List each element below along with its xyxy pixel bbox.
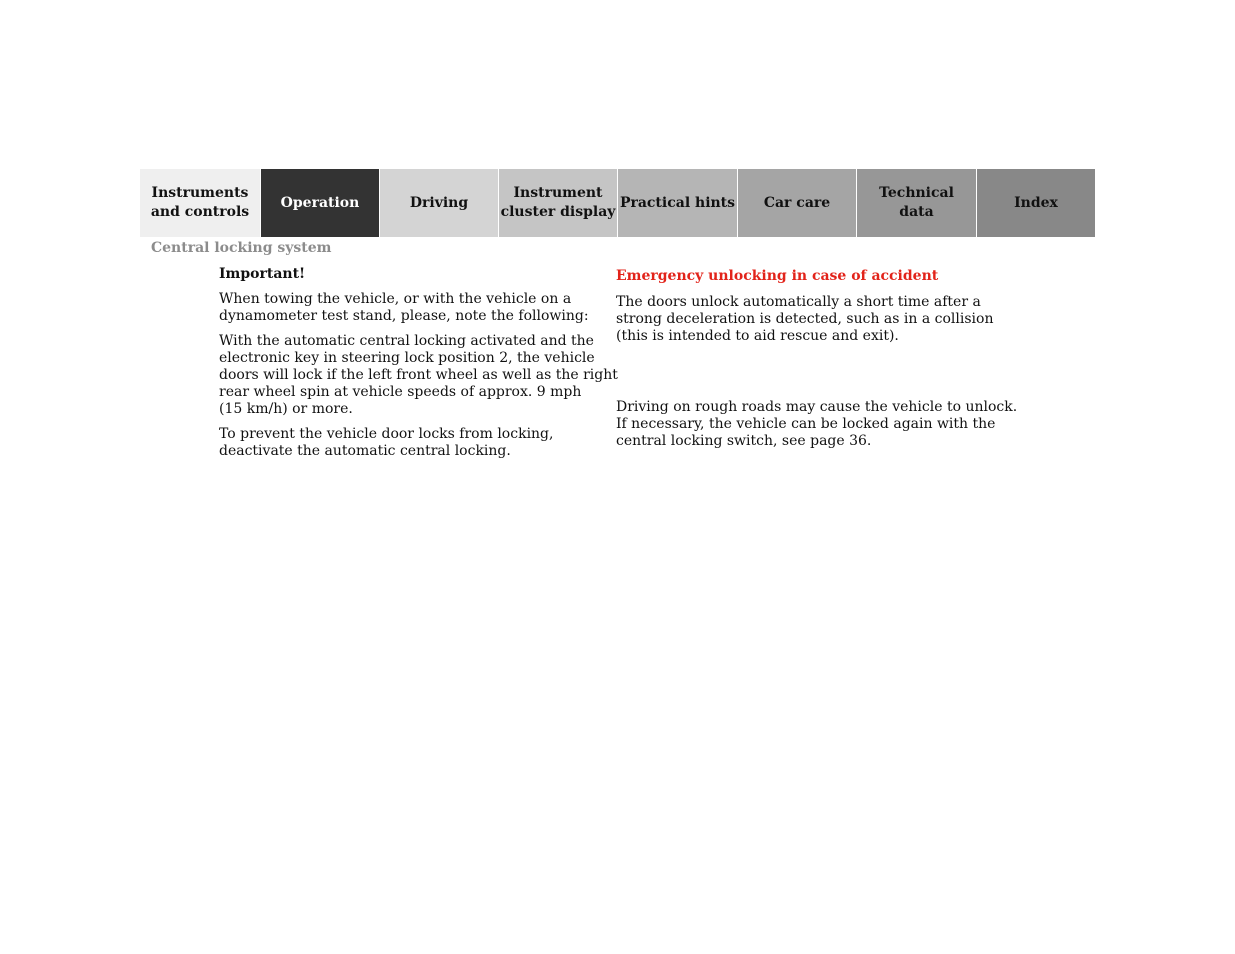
text-line: (this is intended to aid rescue and exit). bbox=[616, 328, 899, 344]
tab-instrument-cluster-display[interactable]: Instrument cluster display bbox=[498, 169, 617, 237]
text-line: With the automatic central locking activated and the bbox=[219, 333, 594, 349]
tab-instruments-and-controls[interactable]: Instruments and controls bbox=[140, 169, 260, 237]
text-line: (15 km/h) or more. bbox=[219, 401, 353, 417]
chapter-tabs bbox=[140, 169, 1095, 237]
text-line: If necessary, the vehicle can be locked again with the bbox=[616, 416, 996, 432]
tab-practical-hints[interactable]: Practical hints bbox=[617, 169, 737, 237]
tab-operation[interactable]: Operation bbox=[260, 169, 379, 237]
text-line: dynamometer test stand, please, note the following: bbox=[219, 308, 589, 324]
prevent-locking-paragraph bbox=[219, 426, 591, 460]
tab-driving[interactable]: Driving bbox=[379, 169, 498, 237]
text-line: When towing the vehicle, or with the vehicle on a bbox=[219, 291, 572, 307]
section-title: Central locking system bbox=[151, 240, 332, 256]
text-line: central locking switch, see page 36. bbox=[616, 433, 872, 449]
tab-index[interactable]: Index bbox=[976, 169, 1095, 237]
text-line: doors will lock if the left front wheel as well as the right bbox=[219, 367, 618, 383]
rough-roads-paragraph bbox=[616, 399, 1018, 450]
left-column bbox=[219, 266, 618, 468]
text-line: strong deceleration is detected, such as in a collision bbox=[616, 311, 994, 327]
text-line: Driving on rough roads may cause the vehicle to unlock. bbox=[616, 399, 1018, 415]
emergency-unlock-paragraph bbox=[616, 294, 994, 345]
towing-intro-paragraph bbox=[219, 291, 591, 325]
text-line: The doors unlock automatically a short time after a bbox=[616, 294, 981, 310]
automatic-locking-paragraph bbox=[219, 333, 618, 418]
right-column bbox=[616, 268, 1018, 458]
tab-technical-data[interactable]: Technical data bbox=[856, 169, 976, 237]
text-line: rear wheel spin at vehicle speeds of approx. 9 mph bbox=[219, 384, 582, 400]
paragraph-spacer bbox=[616, 353, 988, 399]
text-line: electronic key in steering lock position 2, the vehicle bbox=[219, 350, 595, 366]
important-heading: Important! bbox=[219, 266, 306, 282]
text-line: To prevent the vehicle door locks from locking, bbox=[219, 426, 554, 442]
emergency-unlocking-heading: Emergency unlocking in case of accident bbox=[616, 268, 939, 284]
text-line: deactivate the automatic central locking. bbox=[219, 443, 511, 459]
tab-car-care[interactable]: Car care bbox=[737, 169, 856, 237]
